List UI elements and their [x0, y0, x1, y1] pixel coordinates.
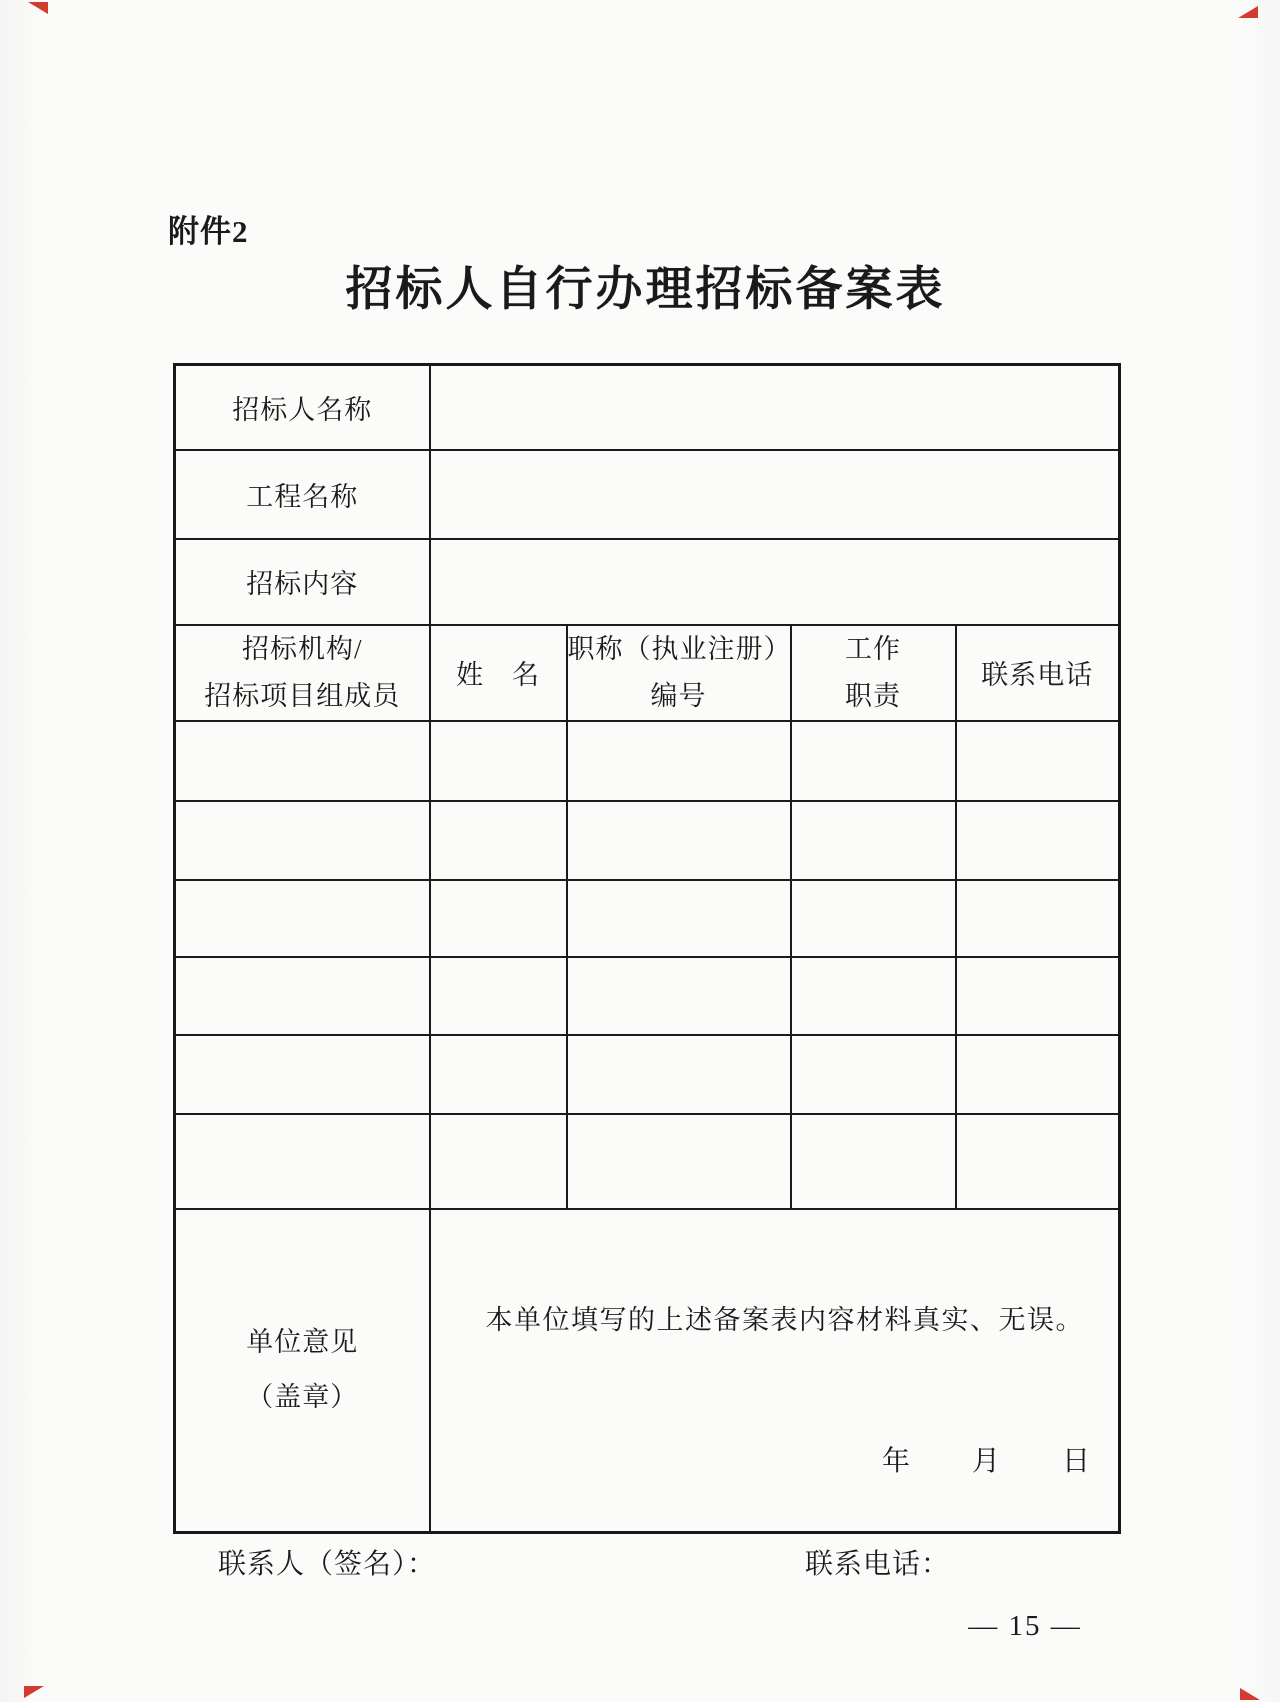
- members-group-header-line2: 招标项目组成员: [204, 680, 401, 711]
- member-row: [175, 1114, 1120, 1209]
- duty-header-line1: 工作: [845, 633, 901, 664]
- member-row: [175, 801, 1120, 880]
- contact-phone-label: 联系电话：: [805, 1549, 951, 1580]
- unit-opinion-label-line1: 单位意见: [246, 1326, 359, 1357]
- unit-opinion-label: [175, 1209, 430, 1532]
- opinion-statement: 本单位填写的上述备案表内容材料真实、无误。: [485, 1305, 1084, 1335]
- members-group-header: [175, 625, 430, 722]
- project-name-value-cell: [430, 450, 1120, 539]
- member-row: [175, 957, 1120, 1035]
- footer-contact-line: [0, 1542, 1280, 1582]
- unit-opinion-label-line2: （盖章）: [246, 1382, 359, 1413]
- title-number-header-line1: 职称（执业注册）: [567, 633, 792, 664]
- duty-header-line2: 职责: [845, 680, 901, 711]
- contact-sign-label: 联系人（签名）：: [218, 1549, 437, 1580]
- attachment-label: 附件2: [168, 214, 249, 249]
- page-number: — 15 —: [968, 1610, 1082, 1642]
- tenderer-name-value-cell: [430, 365, 1120, 450]
- corner-mark-bottom-right: [1240, 1688, 1260, 1700]
- row-project-name: [175, 450, 1120, 539]
- member-row: [175, 880, 1120, 957]
- corner-mark-top-left: [28, 2, 48, 14]
- record-form-table: [173, 363, 1121, 1534]
- page-title: 招标人自行办理招标备案表: [345, 264, 946, 316]
- phone-column-header: 联系电话: [956, 625, 1120, 722]
- member-row: [175, 1035, 1120, 1114]
- project-name-label: 工程名称: [175, 450, 430, 539]
- title-number-column-header: [567, 625, 791, 722]
- date-line: 年 月 日: [881, 1445, 1092, 1477]
- tenderer-name-label: 招标人名称: [175, 365, 430, 450]
- member-row: [175, 721, 1120, 801]
- name-column-header: 姓 名: [430, 625, 567, 722]
- unit-opinion-body: [430, 1209, 1120, 1532]
- members-group-header-line1: 招标机构/: [241, 633, 363, 664]
- corner-mark-bottom-left: [24, 1686, 44, 1698]
- unit-opinion-row: [175, 1209, 1120, 1532]
- row-tenderer-name: [175, 365, 1120, 450]
- bidding-content-label: 招标内容: [175, 539, 430, 625]
- row-bidding-content: [175, 539, 1120, 625]
- corner-mark-top-right: [1238, 6, 1258, 18]
- members-header-row: [175, 625, 1120, 722]
- duty-column-header: [791, 625, 956, 722]
- title-number-header-line2: 编号: [650, 680, 707, 711]
- bidding-content-value-cell: [430, 539, 1120, 625]
